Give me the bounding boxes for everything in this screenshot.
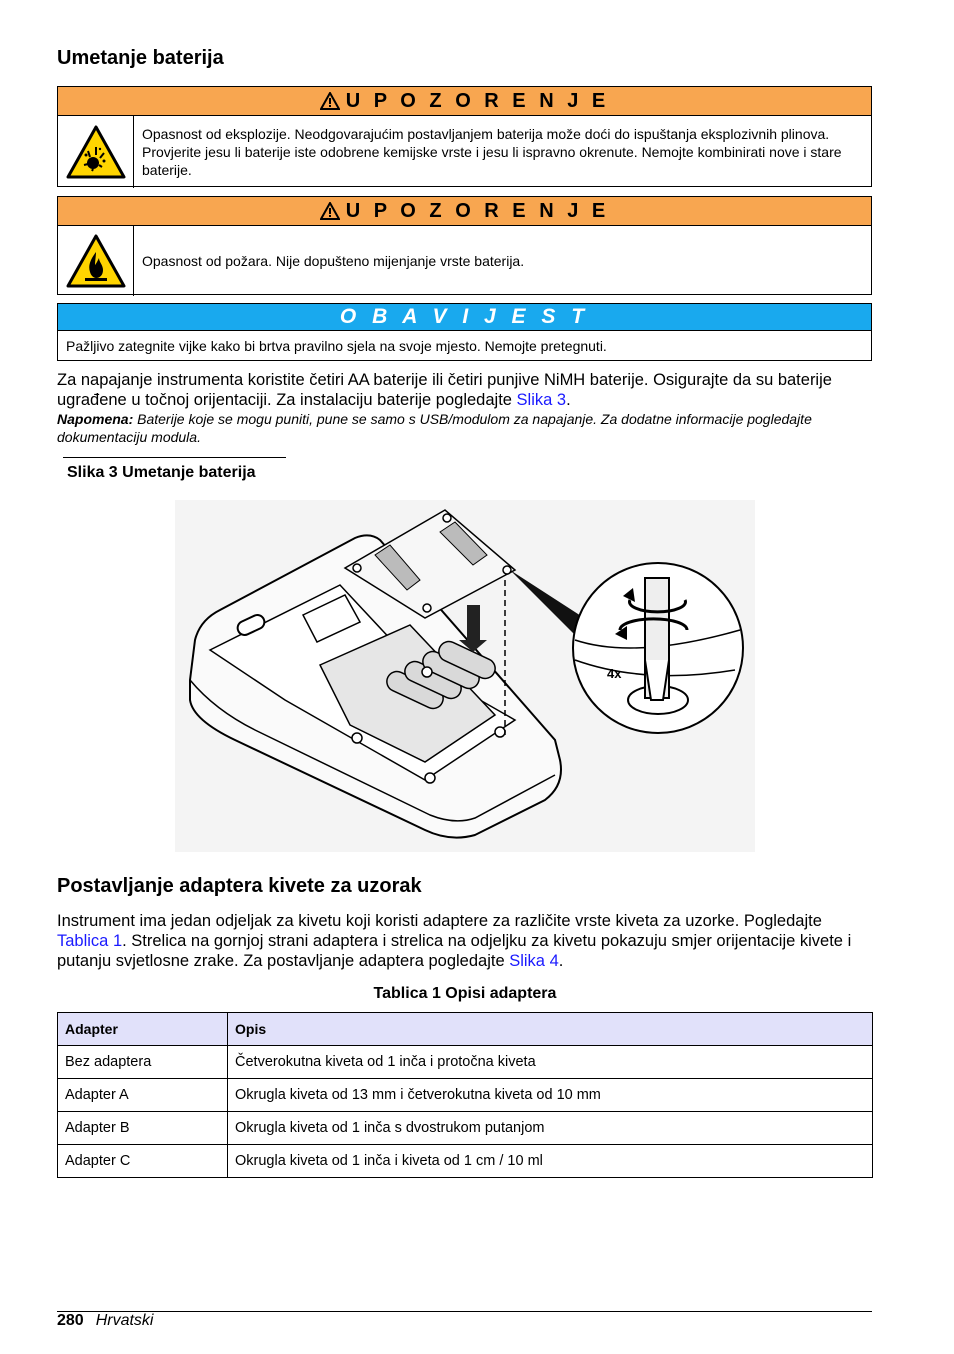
warning-triangle-icon (320, 202, 340, 220)
table-cell: Adapter A (58, 1079, 228, 1112)
table-cell: Bez adaptera (58, 1046, 228, 1079)
table-row (58, 1112, 873, 1145)
explosion-hazard-icon (58, 116, 134, 188)
page-footer (57, 1312, 153, 1330)
notice-header: O B A V I J E S T (58, 304, 871, 331)
paragraph-text: . (566, 391, 571, 409)
warning-text: Opasnost od eksplozije. Neodgovarajućim postavljanjem baterija može doći do ispuštanja eksplozivnih plinova. Provjerite jesu li baterije iste odobrene kemijske vrste i jesu li ispravno okrenute. Nemojte kombinirati nove i stare baterije. (142, 126, 842, 178)
table-link[interactable]: Tablica 1 (57, 932, 123, 950)
notice-text: Pažljivo zategnite vijke kako bi brtva pravilno sjela na svoje mjesto. Nemojte pretegnuti. (66, 338, 607, 354)
warning-text: Opasnost od požara. Nije dopušteno mijenjanje vrste baterija. (142, 253, 525, 269)
figure-caption: Slika 3 Umetanje baterija (67, 464, 256, 481)
section-title-batteries: Umetanje baterija (57, 47, 224, 69)
note-label: Napomena: (57, 411, 134, 427)
warning-label: U P O Z O R E N J E (345, 89, 610, 112)
adapter-table (57, 1012, 873, 1178)
warning-label: U P O Z O R E N J E (345, 199, 610, 222)
section-title-adapters: Postavljanje adaptera kivete za uzorak (57, 875, 422, 897)
caption-rule (63, 457, 286, 458)
warning-box-fire (57, 196, 872, 295)
table-header-row (58, 1013, 873, 1046)
warning-header (58, 197, 871, 226)
warning-triangle-icon (320, 92, 340, 110)
notice-box (57, 303, 872, 361)
table-cell: Adapter C (58, 1145, 228, 1178)
paragraph-text: Za napajanje instrumenta koristite četiri AA baterije ili četiri punjive NiMH baterije. Osigurajte da su baterije ugrađene u točnoj orijentaciji. Za instalaciju baterije pogledajte (57, 371, 832, 409)
note-text: Baterije koje se mogu puniti, pune se samo s USB/modulom za napajanje. Za dodatne informacije pogledajte dokumentaciju modula. (57, 411, 812, 445)
warning-box-explosion (57, 86, 872, 187)
table-header-cell: Adapter (58, 1013, 228, 1046)
warning-header (58, 87, 871, 116)
fire-hazard-icon (58, 226, 134, 296)
table-cell: Okrugla kiveta od 1 inča i kiveta od 1 cm / 10 ml (228, 1145, 873, 1178)
page-number: 280 (57, 1312, 84, 1329)
table-cell: Četverokutna kiveta od 1 inča i protočna kiveta (228, 1046, 873, 1079)
table-cell: Okrugla kiveta od 13 mm i četverokutna kiveta od 10 mm (228, 1079, 873, 1112)
figure-link[interactable]: Slika 3 (516, 391, 567, 409)
footer-language: Hrvatski (95, 1312, 154, 1329)
table-header-cell: Opis (228, 1013, 873, 1046)
paragraph-text: Instrument ima jedan odjeljak za kivetu koji koristi adaptere za različite vrste kiveta za uzorke. Pogledajte (57, 912, 822, 930)
table-cell: Okrugla kiveta od 1 inča s dvostrukom putanjom (228, 1112, 873, 1145)
battery-note (57, 410, 872, 446)
battery-paragraph (57, 370, 872, 410)
adapter-paragraph (57, 911, 872, 971)
figure-link[interactable]: Slika 4 (509, 952, 559, 970)
paragraph-text: . Strelica na gornjoj strani adaptera i strelica na odjeljku za kivetu pokazuju smjer orijentacije kivete i putanju svjetlosne zrake. Za postavljanje adaptera pogledajte (57, 932, 852, 970)
table-row (58, 1046, 873, 1079)
table-cell: Adapter B (58, 1112, 228, 1145)
paragraph-text: . (558, 952, 564, 970)
table-row (58, 1079, 873, 1112)
screw-count-label: 4x (607, 666, 622, 681)
table-caption: Tablica 1 Opisi adaptera (373, 985, 557, 1002)
battery-installation-illustration (175, 500, 755, 852)
footer-rule (57, 1311, 872, 1312)
table-row (58, 1145, 873, 1178)
